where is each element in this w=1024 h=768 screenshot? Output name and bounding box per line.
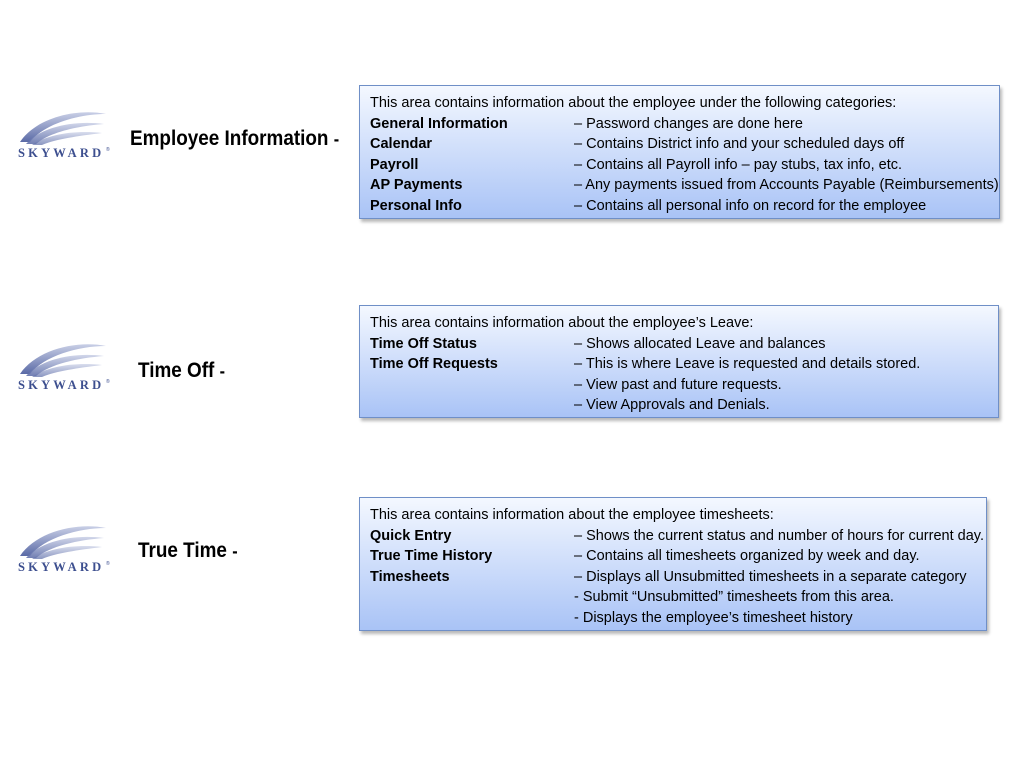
list-item: True Time History – Contains all timesheets organized by week and day. xyxy=(370,548,920,564)
svg-text:SKYWARD: SKYWARD xyxy=(18,146,105,160)
svg-text:SKYWARD: SKYWARD xyxy=(18,560,105,574)
list-item: AP Payments – Any payments issued from Accounts Payable (Reimbursements) xyxy=(370,177,999,193)
section-title-time-off: Time Off - xyxy=(138,359,225,382)
info-box-time-off xyxy=(359,305,999,418)
list-item: - Submit “Unsubmitted” timesheets from this area. xyxy=(574,589,894,605)
list-item: General Information – Password changes are done here xyxy=(370,115,803,132)
info-box-true-time xyxy=(359,497,987,631)
list-item: Timesheets – Displays all Unsubmitted timesheets in a separate category xyxy=(370,568,967,585)
list-item: - Displays the employee’s timesheet history xyxy=(574,609,853,626)
box-intro: This area contains information about the employee timesheets: xyxy=(370,507,774,523)
list-item: Calendar – Contains District info and your scheduled days off xyxy=(370,136,905,152)
box-intro: This area contains information about the employee’s Leave: xyxy=(370,315,754,331)
section-title-true-time: True Time - xyxy=(138,539,238,562)
list-item: Time Off Requests – This is where Leave is requested and details stored. xyxy=(370,356,921,372)
list-item: – View past and future requests. xyxy=(574,376,782,393)
box-intro: This area contains information about the employee under the following categories: xyxy=(370,95,897,111)
list-item: Time Off Status – Shows allocated Leave and balances xyxy=(370,335,826,352)
svg-text:®: ® xyxy=(106,379,110,385)
skyward-logo xyxy=(16,522,112,574)
list-item: Personal Info – Contains all personal info on record for the employee xyxy=(370,197,927,214)
svg-text:SKYWARD: SKYWARD xyxy=(18,378,105,392)
skyward-logo xyxy=(16,108,112,160)
svg-text:®: ® xyxy=(106,561,110,567)
list-item: Payroll – Contains all Payroll info – pay stubs, tax info, etc. xyxy=(370,156,903,173)
skyward-logo xyxy=(16,340,112,392)
info-box-employee-information xyxy=(359,85,1000,219)
section-title-employee-information: Employee Information - xyxy=(130,127,340,150)
svg-text:®: ® xyxy=(106,147,110,153)
list-item: Quick Entry – Shows the current status and number of hours for current day. xyxy=(370,527,984,544)
list-item: – View Approvals and Denials. xyxy=(574,397,770,413)
